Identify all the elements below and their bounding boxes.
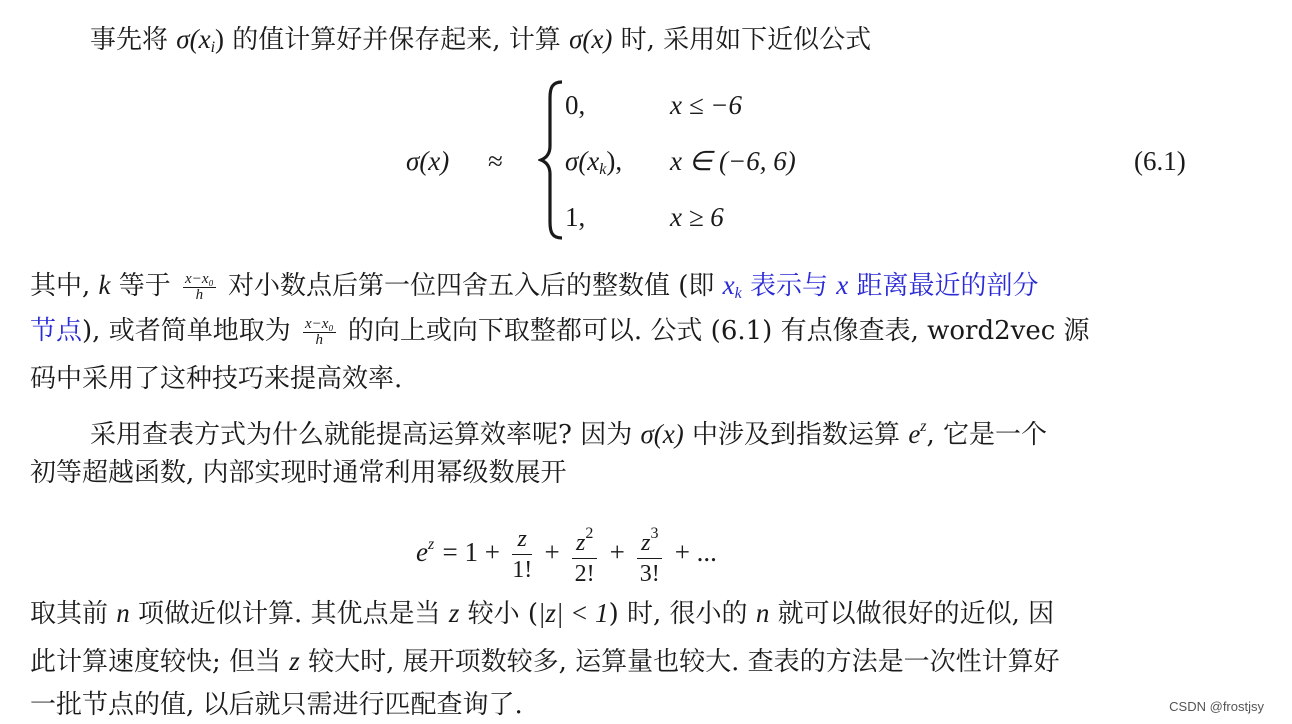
case3-value: 1, — [565, 202, 586, 232]
sub-k: k — [734, 285, 742, 302]
math-sub-i: i — [210, 39, 216, 56]
left-brace — [538, 80, 568, 240]
fraction-x-x0-over-h — [183, 272, 216, 303]
sub-k: k — [599, 161, 607, 178]
case2-condition: x ∈ (−6, 6) — [670, 146, 796, 176]
para2-line2 — [30, 314, 1090, 348]
math-z: z — [289, 646, 300, 676]
frac-num: x−x₀ — [185, 270, 214, 287]
text: = 1 + — [442, 537, 500, 567]
pow: 3 — [650, 525, 659, 542]
text: 取其前 — [30, 599, 117, 629]
sup-z: z — [427, 536, 435, 553]
text: 时, 采用如下近似公式 — [612, 25, 872, 55]
para3-line2: 初等超越函数, 内部实现时通常利用幂级数展开 — [30, 458, 567, 488]
math-sigma-x: σ(x) — [569, 24, 613, 54]
crossref-link-cont[interactable]: 节点 — [30, 316, 83, 346]
math-paren: ) — [215, 24, 225, 54]
plus: + — [609, 537, 625, 567]
math-sigma: σ( — [176, 24, 199, 54]
math-n: n — [116, 598, 130, 628]
frac-den: h — [195, 286, 204, 303]
para4-line1 — [30, 596, 1054, 631]
eq61-lhs: σ(x) — [406, 146, 450, 176]
term-1 — [512, 524, 532, 585]
text: 的值计算好并保存起来, 计算 — [224, 25, 570, 55]
sup-z: z — [920, 418, 927, 435]
para2-line3: 码中采用了这种技巧来提高效率. — [30, 364, 403, 394]
math-x: x — [836, 270, 849, 300]
frac-num: x−x₀ — [304, 315, 334, 332]
text: ), 或者简单地取为 — [82, 316, 299, 346]
crossref-link[interactable] — [723, 271, 1039, 301]
text: 表示与 — [741, 271, 837, 301]
math-z: z — [448, 598, 460, 628]
case1-condition: x ≤ −6 — [670, 90, 743, 120]
text: 事先将 — [90, 25, 177, 55]
text: 项做近似计算. 其优点是当 — [129, 599, 449, 629]
case2-value — [565, 144, 622, 187]
text: 此计算速度较快; 但当 — [30, 647, 290, 677]
para4-line2 — [30, 644, 1060, 679]
num: z — [512, 524, 532, 555]
den: 2! — [574, 561, 595, 587]
text: 中涉及到指数运算 — [683, 420, 909, 450]
text: σ(x — [565, 146, 600, 176]
text: 的向上或向下取整都可以. 公式 (6.1) 有点像查表, word2vec 源 — [339, 316, 1090, 346]
plus: + — [544, 537, 560, 567]
math-x: x — [722, 270, 735, 300]
text: ) 时, 很小的 — [608, 599, 756, 629]
case1-value: 0, — [565, 90, 586, 120]
math-x: x — [198, 24, 211, 54]
tail: + ... — [674, 537, 717, 567]
equation-number: (6.1) — [1134, 146, 1186, 176]
fraction-x-x0-over-h-2 — [303, 317, 336, 348]
equation-series — [416, 512, 717, 589]
watermark: CSDN @frostjsy — [1169, 699, 1264, 714]
pow: 2 — [585, 525, 594, 542]
text: 较大时, 展开项数较多, 运算量也较大. 查表的方法是一次性计算好 — [299, 647, 1060, 677]
math-n: n — [755, 598, 770, 628]
math-k: k — [98, 270, 111, 300]
math-sigma-x: σ(x) — [640, 419, 684, 449]
text: , 它是一个 — [926, 420, 1048, 450]
term-2 — [572, 519, 597, 589]
text: ), — [606, 146, 623, 176]
para1-line — [90, 22, 871, 65]
text: 对小数点后第一位四舍五入后的整数值 (即 — [219, 271, 723, 301]
text: 较小 ( — [459, 599, 539, 629]
frac-den: h — [315, 331, 324, 348]
para2-line1 — [30, 268, 1039, 311]
num: z — [641, 530, 651, 556]
para4-line3: 一批节点的值, 以后就只需进行匹配查询了. — [30, 690, 523, 720]
para3-line1 — [90, 410, 1047, 452]
text: 其中, — [30, 271, 99, 301]
den: 3! — [639, 561, 660, 587]
num: z — [575, 530, 586, 556]
math-abs: |z| < 1 — [538, 598, 609, 628]
den: 1! — [512, 556, 533, 583]
case3-condition: x ≥ 6 — [670, 202, 724, 232]
text: 采用查表方式为什么就能提高运算效率呢? 因为 — [90, 420, 641, 450]
math-e: e — [908, 419, 921, 449]
eq61-approx: ≈ — [488, 146, 503, 176]
text: 等于 — [110, 271, 180, 301]
text: 距离最近的剖分 — [848, 271, 1039, 301]
term-3 — [637, 519, 662, 589]
math-e: e — [416, 537, 428, 567]
text: 就可以做很好的近似, 因 — [769, 599, 1055, 629]
